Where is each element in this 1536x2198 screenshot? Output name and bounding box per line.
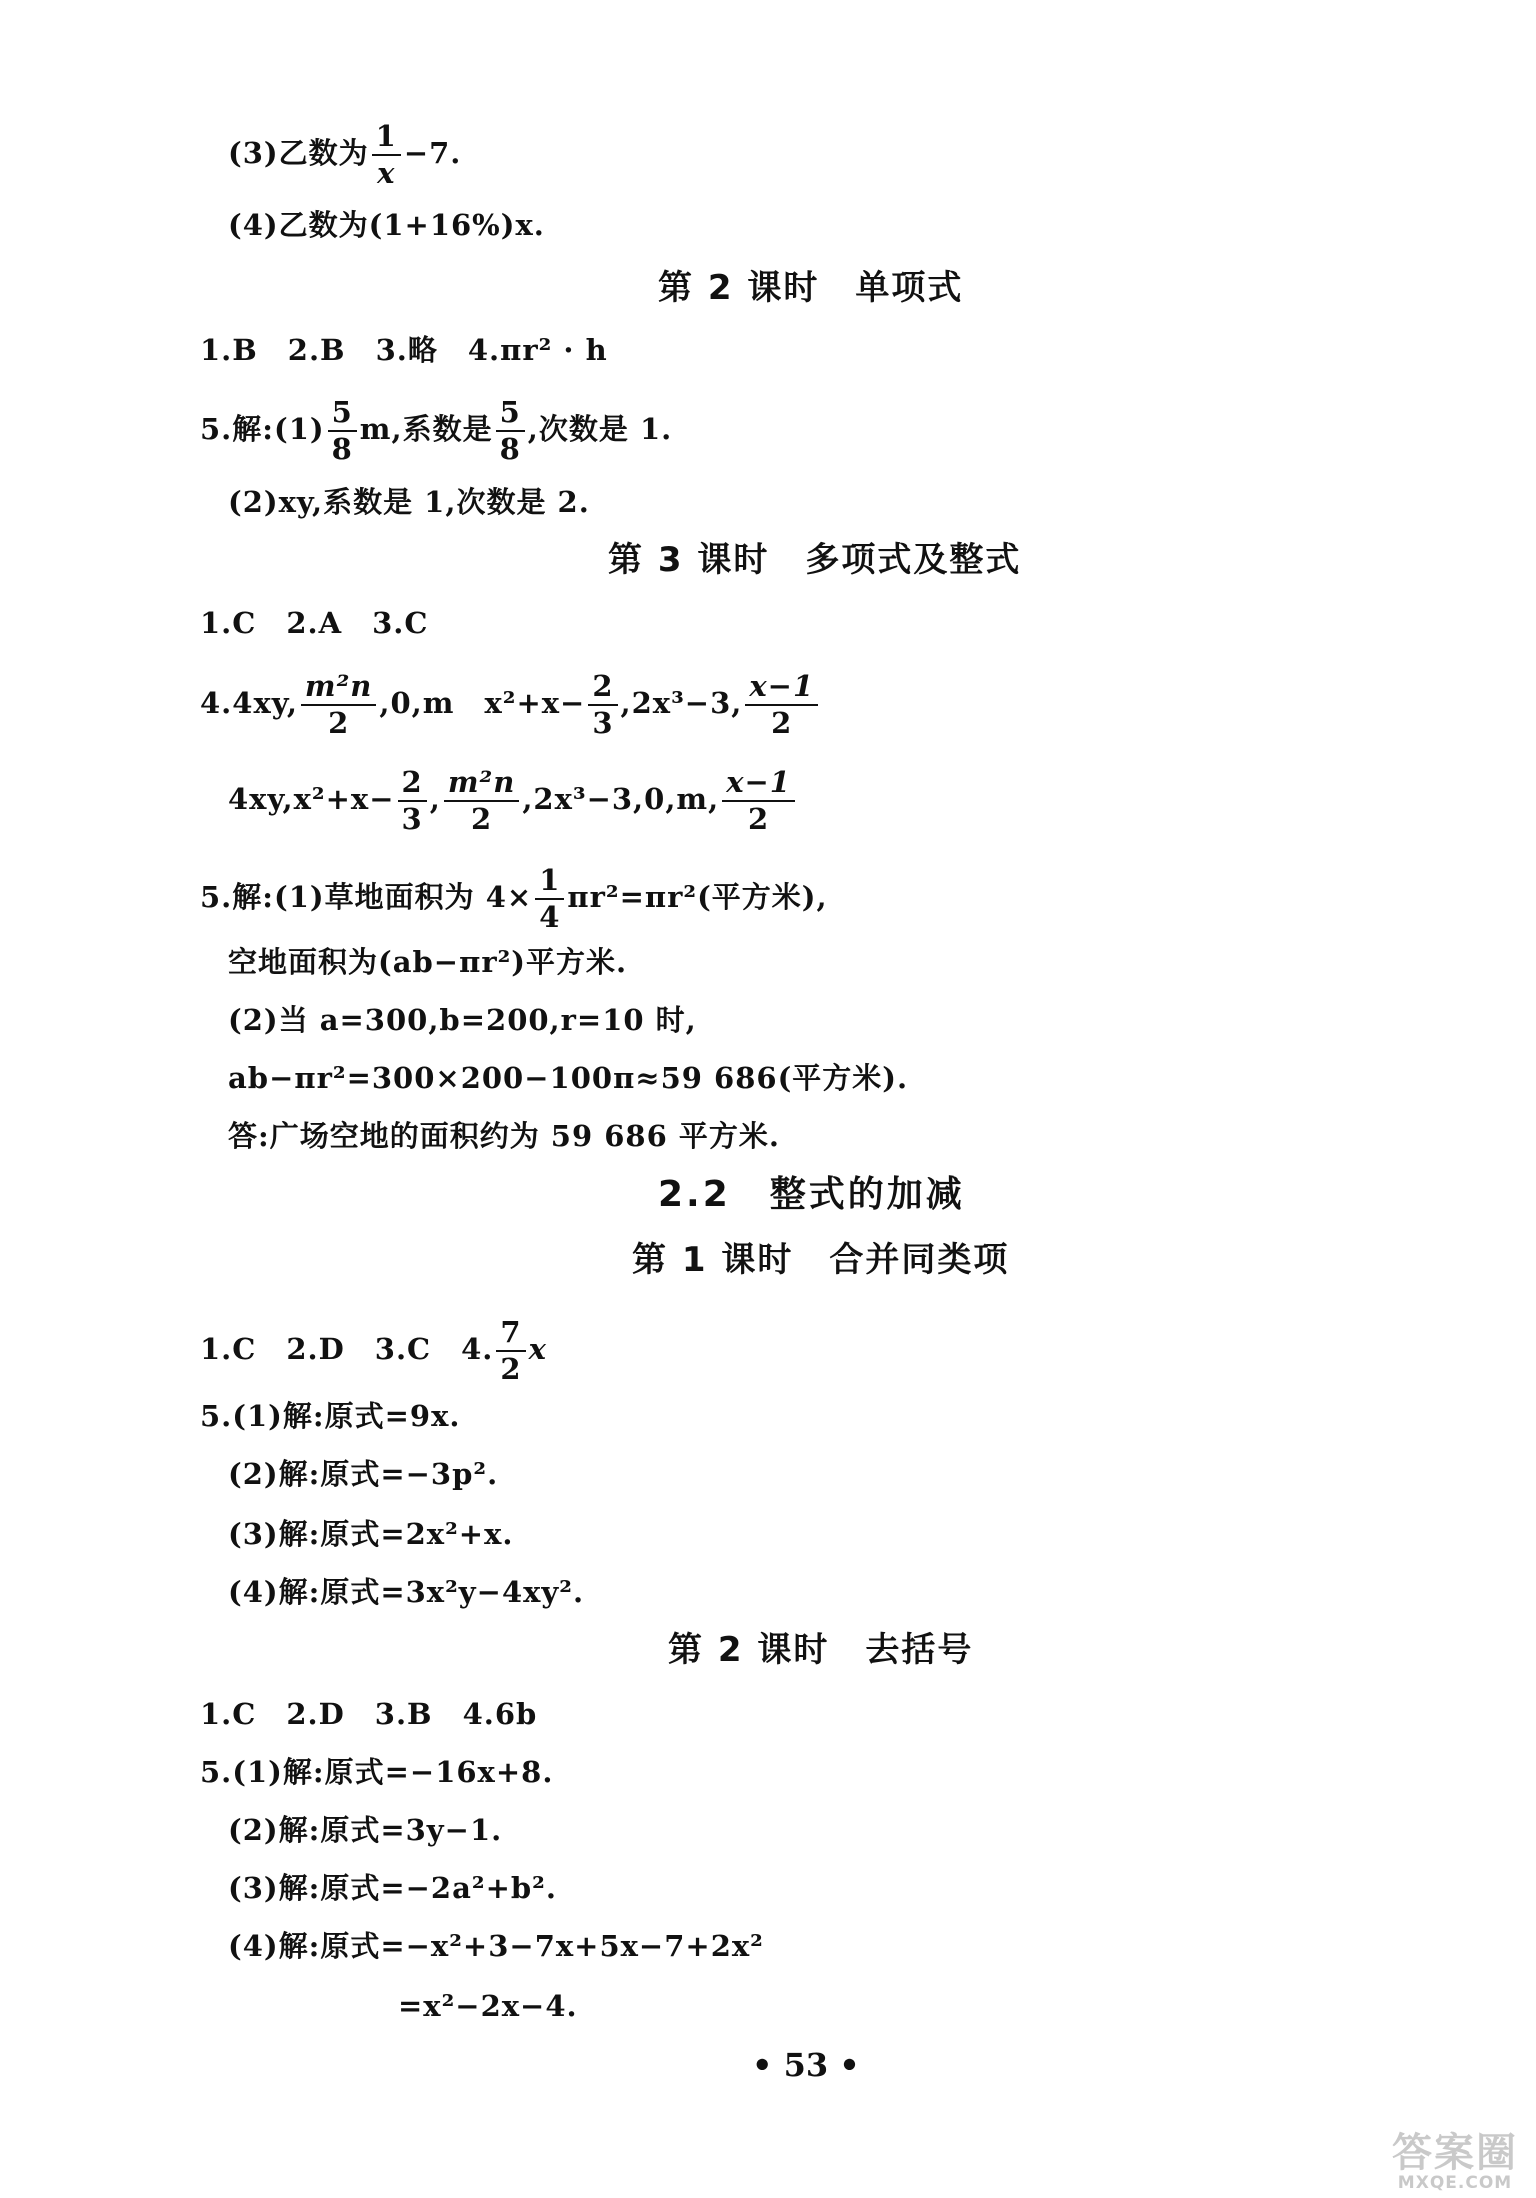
answer-line: (2)解:原式=−3p². [228, 1457, 499, 1491]
lesson-heading: 第 2 课时 去括号 [668, 1630, 974, 1670]
answer-line: 5.解:(1) $\frac{5}{8}$ m,系数是 $\frac{5}{8}$ ,次数是 1. [200, 395, 673, 466]
fraction: $\frac{5}{8}$ [496, 398, 525, 464]
answer-line: 5.解:(1)草地面积为 4× $\frac{1}{4}$ πr²=πr²(平方米), [200, 863, 828, 934]
answer-line: 5.(1)解:原式=−16x+8. [200, 1755, 554, 1789]
answer-line: 1.C 2.D 3.C 4. $\frac{7}{2}$ x [200, 1315, 547, 1386]
answer-line: 答:广场空地的面积约为 59 686 平方米. [228, 1119, 780, 1153]
fraction: $\frac{7}{2}$ [496, 1318, 525, 1384]
answer-line: (4)解:原式=−x²+3−7x+5x−7+2x² [228, 1929, 764, 1963]
page-number: • 53 • [752, 2046, 860, 2084]
answer-line: 4xy,x²+x− $\frac{2}{3}$ , $\frac{\text{m²n}}{2}$ ,2x³−3,0,m, $\frac{x-1}{2}$ [228, 768, 798, 834]
fraction: $\frac{2}{3}$ [398, 768, 427, 834]
lesson-heading: 第 2 课时 单项式 [658, 268, 964, 308]
answer-line: (2)xy,系数是 1,次数是 2. [228, 485, 590, 519]
fraction: $\frac{1}{x}$ [372, 122, 401, 188]
answer-line: 1.C 2.A 3.C [200, 606, 429, 640]
fraction: $\frac{x-1}{2}$ [722, 768, 795, 834]
answer-line: 5.(1)解:原式=9x. [200, 1399, 461, 1433]
answer-line: (3)解:原式=−2a²+b². [228, 1871, 557, 1905]
answer-line: ab−πr²=300×200−100π≈59 686(平方米). [228, 1061, 909, 1095]
fraction: $\frac{\text{m²n}}{2}$ [301, 672, 376, 738]
fraction: $\frac{1}{4}$ [535, 866, 564, 932]
answer-line: =x²−2x−4. [398, 1989, 578, 2023]
answer-line: 空地面积为(ab−πr²)平方米. [228, 945, 628, 979]
answer-line: (3)解:原式=2x²+x. [228, 1517, 514, 1551]
answer-line: 1.B 2.B 3.略 4.πr² · h [200, 333, 608, 367]
lesson-heading: 第 3 课时 多项式及整式 [608, 540, 1022, 580]
answer-line: (2)解:原式=3y−1. [228, 1813, 503, 1847]
answer-line: (4)乙数为(1+16%)x. [228, 208, 545, 242]
answer-line: (2)当 a=300,b=200,r=10 时, [228, 1003, 697, 1037]
answer-line: (3)乙数为 $\frac{1}{x}$ −7. [228, 119, 462, 190]
fraction: $\frac{\text{m²n}}{2}$ [444, 768, 519, 834]
answer-line: 1.C 2.D 3.B 4.6b [200, 1697, 538, 1731]
section-title: 2.2 整式的加减 [658, 1174, 965, 1215]
answer-line: 4.4xy, $\frac{\text{m²n}}{2}$ ,0,m x²+x− $\frac{2}{3}$ ,2x³−3, $\frac{x-1}{2}$ [200, 672, 821, 738]
answer-line: (4)解:原式=3x²y−4xy². [228, 1575, 585, 1609]
lesson-heading: 第 1 课时 合并同类项 [632, 1240, 1010, 1280]
fraction: $\frac{2}{3}$ [588, 672, 617, 738]
fraction: $\frac{x-1}{2}$ [745, 672, 818, 738]
fraction: $\frac{5}{8}$ [328, 398, 357, 464]
watermark-logo: 答案圈 MXQE.COM [1392, 2130, 1518, 2193]
